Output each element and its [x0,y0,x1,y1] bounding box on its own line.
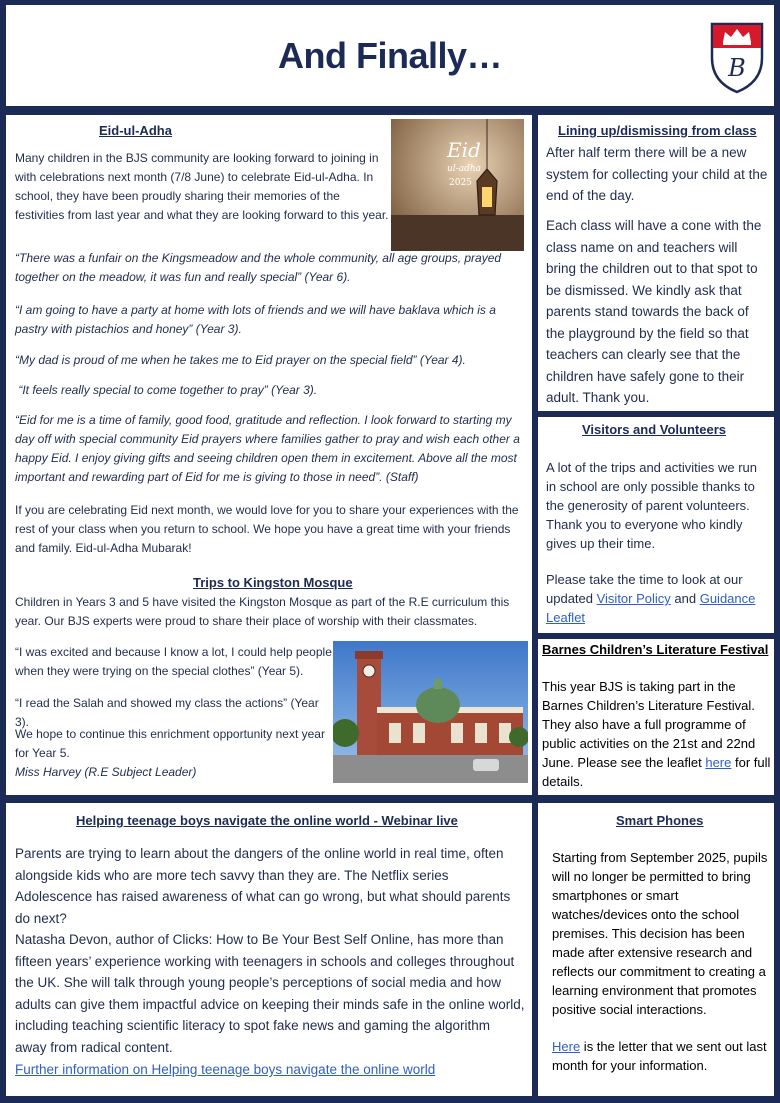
mosque-intro: Children in Years 3 and 5 have visited the Kingston Mosque as part of the R.E curriculum this year. Our BJS experts were proud to share their place of worship with their classmates. [15,595,510,628]
webinar-info-link[interactable]: Further information on Helping teenage boys navigate the online world [15,1062,436,1077]
visitors-p1: A lot of the trips and activities we run in school are only possible thanks to the generosity of parent volunteers. Thank you to everyone who kindly gives up their time. [546,460,757,551]
kingston-mosque-photo [333,641,528,783]
eid-closing: If you are celebrating Eid next month, we would love for you to share your experiences with the rest of your class when you return to school. We hope you have a great time with your friends and family. Eid-ul-Adha Mubarak! [15,503,519,555]
lining-up-panel [538,115,774,411]
visitor-policy-link[interactable]: Visitor Policy [596,591,671,606]
eid-quote-year3-pray: “It feels really special to come together to pray” (Year 3). [15,383,318,397]
barnes-festival-panel [538,639,774,795]
eid-image-title: Eid [447,138,481,162]
lining-up-p2: Each class will have a cone with the class name on and teachers will bring the children out to that spot to be dismissed. We kindly ask that parents stand towards the back of the playground by the field so that teachers can clearly see that the children have safely gone to their adult. Thank you. [546,218,762,405]
eid-intro: Many children in the BJS community are looking forward to joining in with celebrations next month (7/8 June) to celebrate Eid-ul-Adha. In school, they have been proudly sharing their memories of the festivities from last year and what they are looking forward to this year. [15,151,389,222]
visitors-p2-and: and [670,591,700,606]
mosque-quote-year3: “I read the Salah and showed my class the actions” (Year 3). [15,696,319,729]
smart-phones-p2-text: is the letter that we sent out last month for your information. [552,1039,767,1073]
school-crest-logo [709,20,765,94]
mosque-signoff: Miss Harvey (R.E Subject Leader) [15,765,197,779]
page-title: And Finally… [277,35,502,76]
smart-phones-p1: Starting from September 2025, pupils will no longer be permitted to bring smartphones or smart watches/devices onto the school premises. This decision has been made after extensive research and reflects our commitment to creating a learning environment that promotes positive social interactions. [552,850,768,1017]
barnes-leaflet-link[interactable]: here [705,755,732,770]
barnes-text-end: for full details. [542,755,771,789]
svg-text:B: B [728,54,746,82]
webinar-p1: Parents are trying to learn about the dangers of the online world in real time, often alongside kids who are more tech savvy than they are. The Netflix series Adolescence has raised awareness of what can go wrong, but what should parents do next? [15,846,511,926]
smart-phones-p2 [552,1037,770,1075]
eid-quote-staff: “Eid for me is a time of family, good food, gratitude and reflection. I look forward to starting my day off with special community Eid prayers where families gather to pray and wish each other a happy Eid. I enjoy giving gifts and seeing children open them in excitement. Above all the most important and rewarding part of Eid for me is giving to those in need”. (Staff) [15,413,520,484]
webinar-heading: Helping teenage boys navigate the online world - Webinar live [76,813,458,828]
guidance-leaflet-link[interactable]: Guidance Leaflet [546,591,756,625]
eid-image [391,119,524,251]
lining-up-p1: After half term there will be a new system for collecting your child at the end of the day. [546,145,768,203]
mosque-closing: We hope to continue this enrichment opportunity next year for Year 5. [15,727,325,760]
mosque-quote-year5: “I was excited and because I know a lot, I could help people when they were trying on the special clothes” (Year 5). [15,645,332,678]
eid-heading: Eid-ul-Adha [99,123,172,138]
barnes-text-main: This year BJS is taking part in the Barnes Children’s Literature Festival. They also have a full programme of public activities on the 21st and 22nd June. Please see the leaflet [542,679,756,770]
barnes-text [542,677,772,791]
visitors-p2-text: Please take the time to look at our updated [546,572,743,606]
eid-quote-year4: “My dad is proud of me when he takes me to Eid prayer on the special field” (Year 4). [15,353,466,367]
eid-image-year: 2025 [449,178,472,188]
lining-up-heading: Lining up/dismissing from class [558,123,757,138]
smart-phones-panel [538,803,774,1096]
eid-mosque-panel [6,115,532,795]
mosque-heading: Trips to Kingston Mosque [193,575,353,590]
smart-phones-letter-link[interactable]: Here [552,1039,581,1054]
eid-quote-year6: “There was a funfair on the Kingsmeadow and the whole community, all age groups, prayed together on the meadow, it was fun and really special” (Year 6). [15,251,502,284]
smart-phones-heading: Smart Phones [616,813,704,828]
visitors-panel [538,417,774,633]
visitors-heading: Visitors and Volunteers [582,422,727,437]
header-panel [6,5,774,106]
eid-image-subtitle: ul-adha [447,164,482,174]
barnes-heading: Barnes Children’s Literature Festival [542,642,769,657]
eid-quote-year3-party: “I am going to have a party at home with lots of friends and we will have baklava which is a pastry with pistachios and honey” (Year 3). [15,303,496,336]
webinar-p2: Natasha Devon, author of Clicks: How to Be Your Best Self Online, has more than fifteen years’ experience working with teenagers in schools and colleges throughout the UK. She will talk through young people’s perceptions of social media and how adults can give them impactful advice on keeping their minds safe in the online world, including teaching scientific literacy to spot fake news and gaming the algorithm away from radical content. [15,932,525,1055]
visitors-p2 [546,570,768,627]
webinar-panel [6,803,532,1096]
